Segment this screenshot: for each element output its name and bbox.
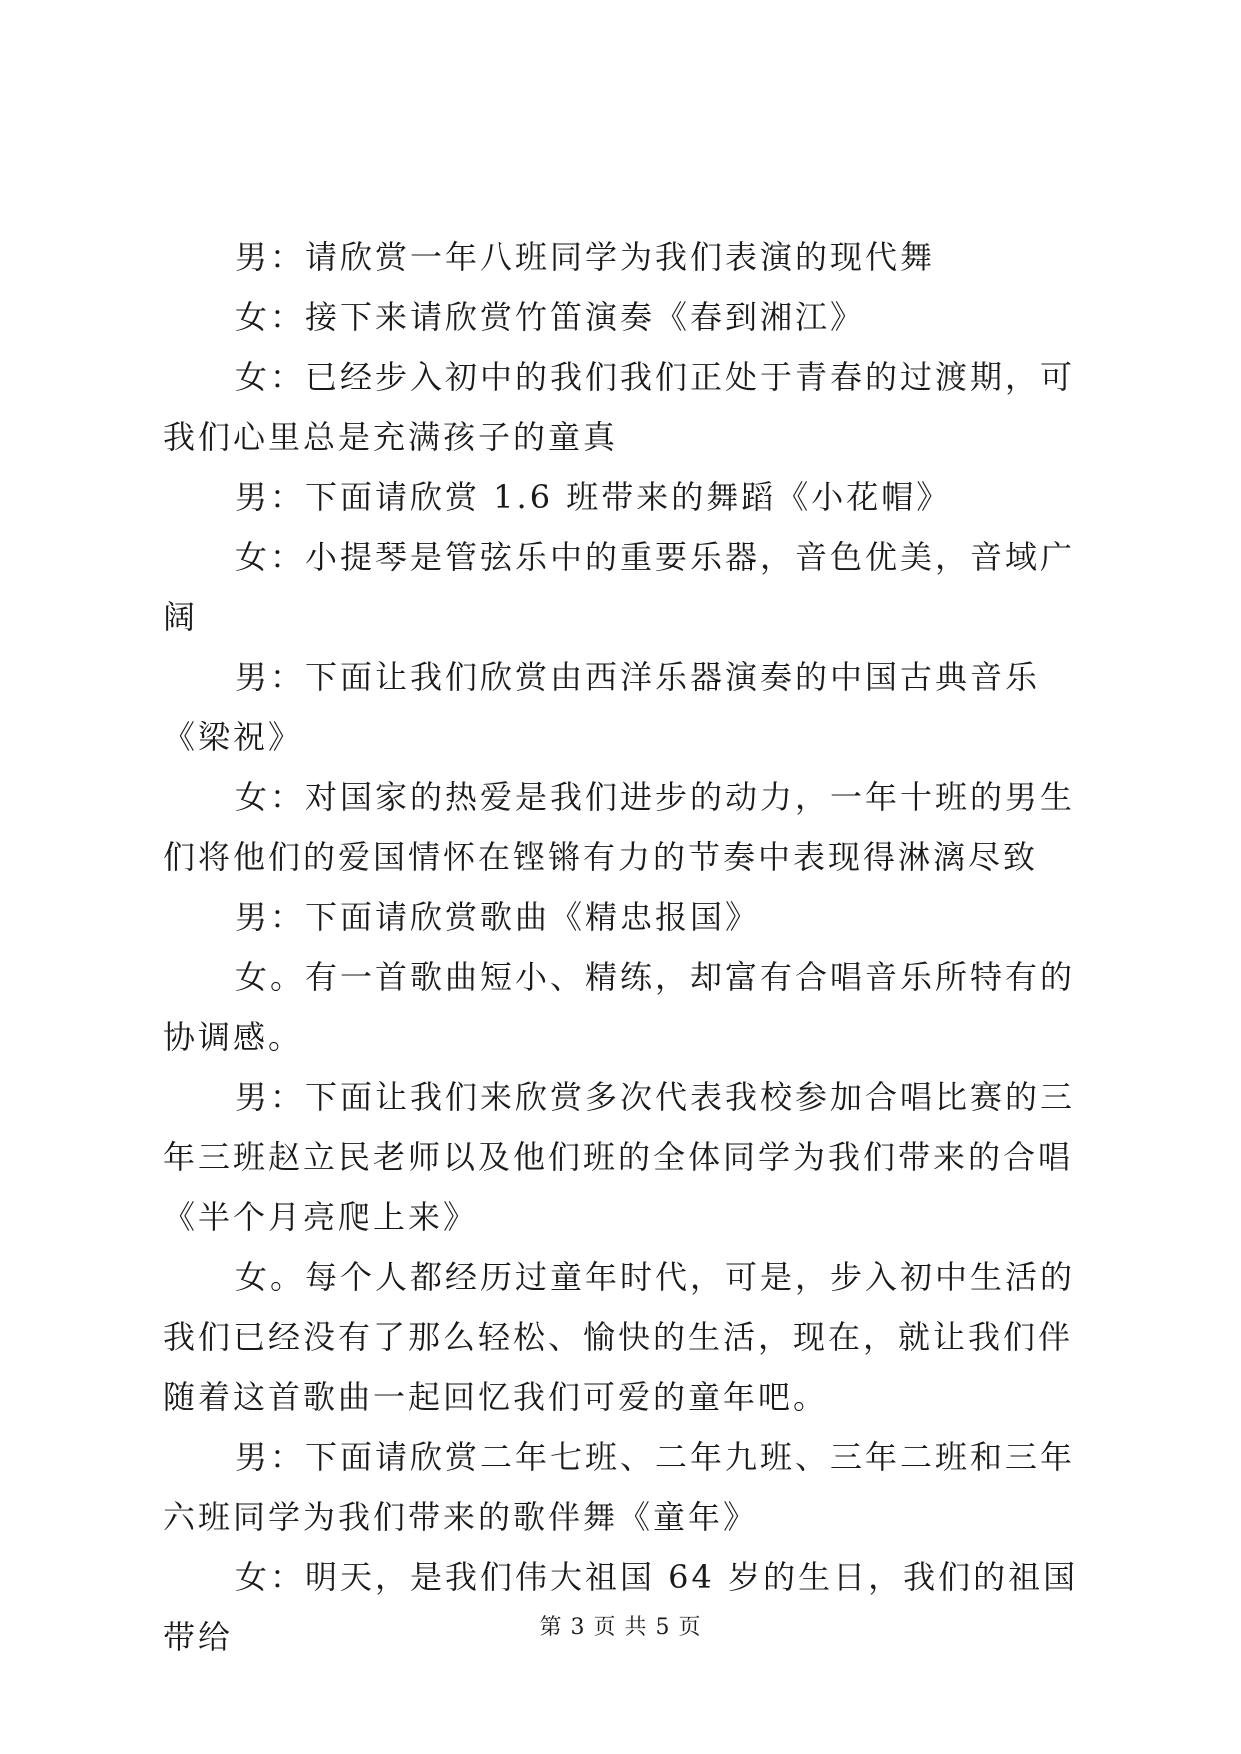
document-body	[163, 227, 1083, 1667]
page-number-label: 第 3 页 共 5 页	[539, 1615, 702, 1640]
paragraph: 男：下面请欣赏二年七班、二年九班、三年二班和三年六班同学为我们带来的歌伴舞《童年》	[163, 1438, 1076, 1536]
page-footer	[0, 1613, 1241, 1643]
paragraph: 女：对国家的热爱是我们进步的动力，一年十班的男生们将他们的爱国情怀在铿锵有力的节奏中表现得淋漓尽致	[163, 778, 1076, 876]
paragraph: 男：下面让我们欣赏由西洋乐器演奏的中国古典音乐《梁祝》	[163, 658, 1041, 756]
paragraph: 女：已经步入初中的我们我们正处于青春的过渡期，可我们心里总是充满孩子的童真	[163, 358, 1076, 456]
paragraph: 男：下面请欣赏 1.6 班带来的舞蹈《小花帽》	[235, 478, 952, 516]
paragraph: 女。有一首歌曲短小、精练，却富有合唱音乐所特有的协调感。	[163, 958, 1076, 1056]
paragraph: 女。每个人都经历过童年时代，可是，步入初中生活的我们已经没有了那么轻松、愉快的生活，现在，就让我们伴随着这首歌曲一起回忆我们可爱的童年吧。	[163, 1258, 1076, 1416]
paragraph: 女：明天，是我们伟大祖国 64 岁的生日，我们的祖国带给	[163, 1558, 1079, 1656]
paragraph: 女：接下来请欣赏竹笛演奏《春到湘江》	[235, 298, 866, 336]
paragraph: 男：下面请欣赏歌曲《精忠报国》	[235, 898, 761, 936]
paragraph: 男：请欣赏一年八班同学为我们表演的现代舞	[235, 238, 936, 276]
paragraph: 女：小提琴是管弦乐中的重要乐器，音色优美，音域广阔	[163, 538, 1076, 636]
paragraph: 男：下面让我们来欣赏多次代表我校参加合唱比赛的三年三班赵立民老师以及他们班的全体同学为我们带来的合唱《半个月亮爬上来》	[163, 1078, 1076, 1236]
